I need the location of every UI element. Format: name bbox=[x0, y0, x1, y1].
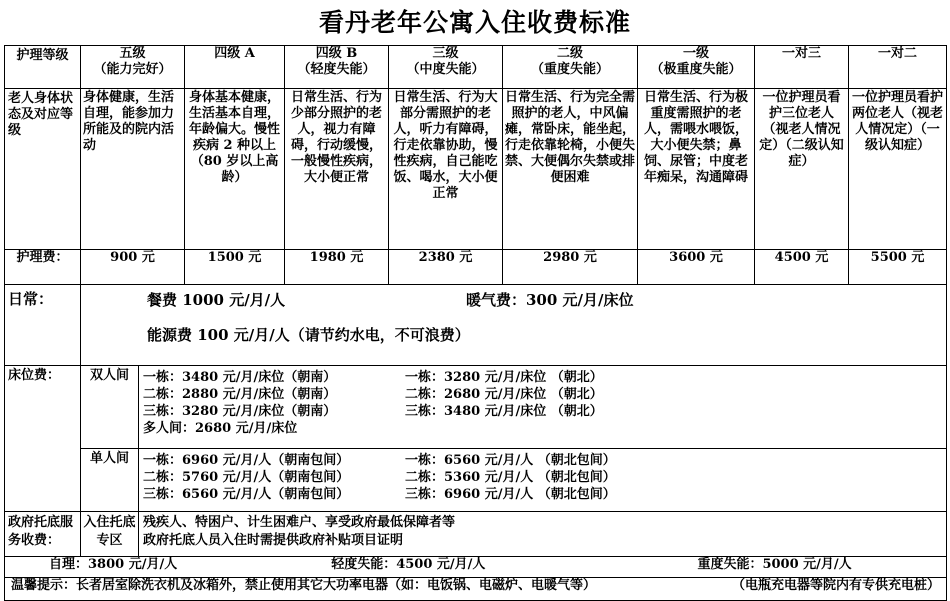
nursing-fee-1-to-3: 4500 元 bbox=[755, 250, 849, 285]
gov-row bbox=[5, 512, 947, 557]
level-3: 三级 （中度失能） bbox=[389, 46, 503, 89]
tip-main: 温馨提示：长者居室除洗衣机及冰箱外，禁止使用其它大功率电器（如：电饭锅、电磁炉、电暖气等） bbox=[11, 578, 597, 593]
condition-row bbox=[5, 89, 947, 250]
daily-content bbox=[81, 285, 947, 366]
single-south-3: 三栋：6560 元/月/人（朝南包间） bbox=[143, 487, 350, 502]
heating-fee: 暖气费：300 元/月/床位 bbox=[466, 291, 634, 309]
gov-content bbox=[139, 512, 947, 557]
double-north-1: 一栋：3280 元/月/床位 （朝北） bbox=[405, 370, 603, 385]
bed-fee-label: 床位费： bbox=[5, 366, 81, 512]
condition-label: 老人身体状态及对应等级 bbox=[5, 89, 81, 250]
nursing-level-label: 护理等级 bbox=[5, 46, 81, 89]
level-4b: 四级 B （轻度失能） bbox=[285, 46, 389, 89]
single-south-2: 二栋：5760 元/月/人（朝南包间） bbox=[143, 470, 350, 485]
condition-1-to-3: 一位护理员看护三位老人（视老人情况定）（二级认知症） bbox=[755, 89, 849, 250]
single-north-2: 二栋：5360 元/月/人 （朝北包间） bbox=[405, 470, 616, 485]
gov-mild-fee: 轻度失能：4500 元/月/人 bbox=[331, 557, 486, 572]
gov-summary bbox=[5, 557, 947, 578]
double-south-3: 三栋：3280 元/月/床位（朝南） bbox=[143, 404, 337, 419]
energy-fee: 能源费 100 元/月/人（请节约水电，不可浪费） bbox=[147, 326, 470, 344]
level-2: 二级 （重度失能） bbox=[503, 46, 638, 89]
single-south-1: 一栋：6960 元/月/人（朝南包间） bbox=[143, 453, 350, 468]
header-row bbox=[5, 46, 947, 89]
single-north-1: 一栋：6560 元/月/人 （朝北包间） bbox=[405, 453, 616, 468]
level-1-to-3: 一对三 bbox=[755, 46, 849, 89]
condition-4b: 日常生活、行为少部分照护的老人，视力有障碍，行动缓慢，一般慢性疾病，大小便正常 bbox=[285, 89, 389, 250]
condition-1-to-2: 一位护理员看护两位老人（视老人情况定）（一级认知症） bbox=[849, 89, 947, 250]
level-1-to-2: 一对二 bbox=[849, 46, 947, 89]
level-1: 一级 （极重度失能） bbox=[638, 46, 755, 89]
double-room-label: 双人间 bbox=[81, 366, 139, 449]
double-room-row bbox=[5, 366, 947, 449]
nursing-fee-row bbox=[5, 250, 947, 285]
meal-fee: 餐费 1000 元/月/人 bbox=[147, 291, 286, 309]
single-room-row bbox=[5, 449, 947, 512]
single-room-prices bbox=[139, 449, 947, 512]
double-north-3: 三栋：3480 元/月/床位 （朝北） bbox=[405, 404, 603, 419]
double-room-prices bbox=[139, 366, 947, 449]
fee-table bbox=[4, 45, 947, 601]
double-south-2: 二栋：2880 元/月/床位（朝南） bbox=[143, 387, 337, 402]
gov-severe-fee: 重度失能：5000 元/月/人 bbox=[697, 557, 852, 572]
single-room-label: 单人间 bbox=[81, 449, 139, 512]
condition-3: 日常生活、行为大部分需照护的老人，听力有障碍，行走依靠协助，慢性疾病，自己能吃饭、喝水，大小便正常 bbox=[389, 89, 503, 250]
tip-extra: （电瓶充电器等院内有专供充电桩） bbox=[732, 578, 941, 593]
gov-area-label: 入住托底专区 bbox=[81, 512, 139, 557]
single-north-3: 三栋：6960 元/月/人 （朝北包间） bbox=[405, 487, 616, 502]
gov-label: 政府托底服务收费： bbox=[5, 512, 81, 557]
gov-proof: 政府托底人员入住时需提供政府补贴项目证明 bbox=[143, 533, 404, 548]
tip-row bbox=[5, 578, 947, 601]
multi-room-price: 多人间：2680 元/月/床位 bbox=[143, 421, 298, 436]
nursing-fee-label: 护理费： bbox=[5, 250, 81, 285]
condition-2: 日常生活、行为完全需照护的老人，中风偏瘫，常卧床，能坐起，行走依靠轮椅，小便失禁、大便偶尔失禁或排便困难 bbox=[503, 89, 638, 250]
nursing-fee-5: 900 元 bbox=[81, 250, 185, 285]
level-4a: 四级 A bbox=[185, 46, 285, 89]
double-south-1: 一栋：3480 元/月/床位（朝南） bbox=[143, 370, 337, 385]
condition-4a: 身体基本健康，生活基本自理，年龄偏大。慢性疾病 2 种以上（80 岁以上高龄） bbox=[185, 89, 285, 250]
condition-1: 日常生活、行为极重度需照护的老人，需喂水喂饭，大小便失禁；鼻饲、尿管；中度老年痴呆，沟通障碍 bbox=[638, 89, 755, 250]
nursing-fee-4b: 1980 元 bbox=[285, 250, 389, 285]
nursing-fee-1-to-2: 5500 元 bbox=[849, 250, 947, 285]
nursing-fee-4a: 1500 元 bbox=[185, 250, 285, 285]
level-5: 五级 （能力完好） bbox=[81, 46, 185, 89]
nursing-fee-1: 3600 元 bbox=[638, 250, 755, 285]
nursing-fee-2: 2980 元 bbox=[503, 250, 638, 285]
daily-label: 日常： bbox=[5, 285, 81, 366]
condition-5: 身体健康，生活自理，能参加力所能及的院内活动 bbox=[81, 89, 185, 250]
tip bbox=[5, 578, 947, 601]
gov-self-care-fee: 自理：3800 元/月/人 bbox=[49, 557, 178, 572]
double-north-2: 二栋：2680 元/月/床位 （朝北） bbox=[405, 387, 603, 402]
page-title: 看丹老年公寓入住收费标准 bbox=[318, 8, 631, 37]
nursing-fee-3: 2380 元 bbox=[389, 250, 503, 285]
gov-summary-row bbox=[5, 557, 947, 578]
daily-row bbox=[5, 285, 947, 366]
gov-eligibility: 残疾人、特困户、计生困难户、享受政府最低保障者等 bbox=[143, 515, 456, 530]
